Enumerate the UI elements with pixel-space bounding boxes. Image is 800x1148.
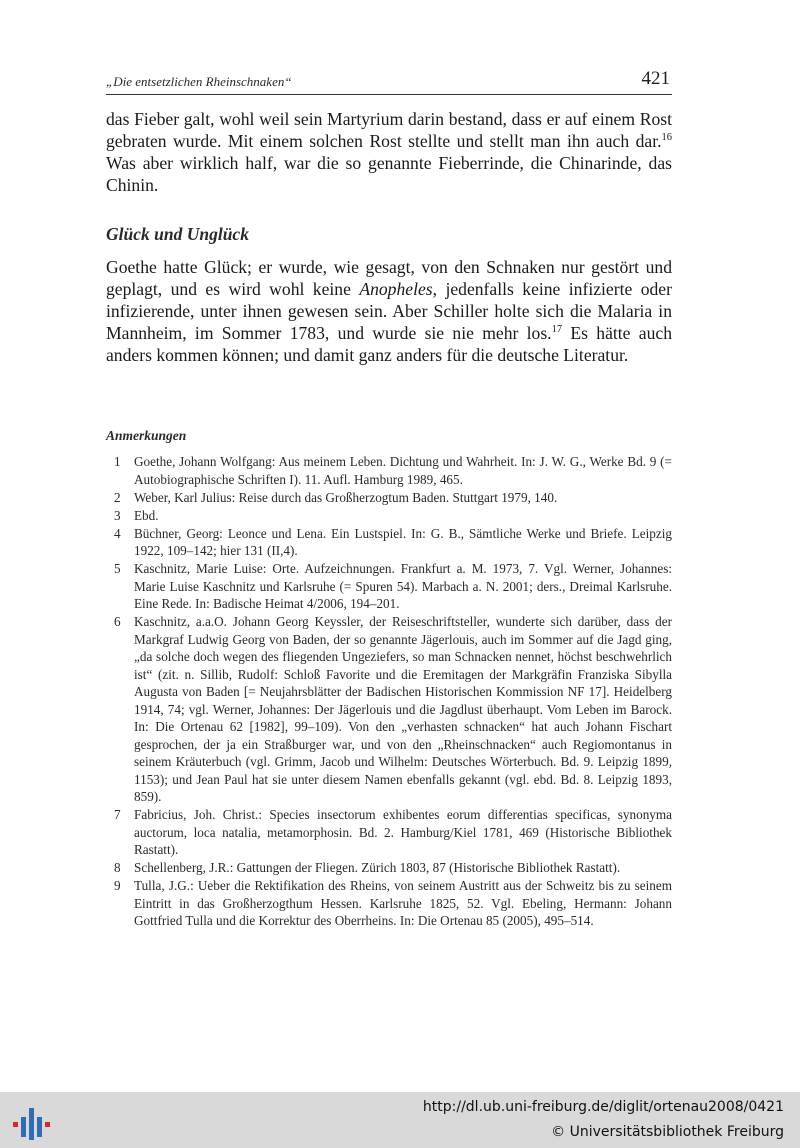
note-item <box>106 859 672 877</box>
note-number: 7 <box>114 807 121 822</box>
footer-bar <box>0 1092 800 1148</box>
note-number: 4 <box>114 525 121 541</box>
note-item <box>106 877 672 930</box>
note-number: 1 <box>114 454 121 469</box>
paragraph-text: Was aber wirklich half, war die so genannte Fieberrinde, die Chinarinde, das Chinin. <box>106 153 672 195</box>
running-header <box>106 70 672 95</box>
note-text: Tulla, J.G.: Ueber die Rektifikation des Rheins, von seinem Austritt aus der Schweitz bis zu seinem Eintritt in das Großherzogthum Hessen. Karlsruhe 1825, 52. Vgl. Ebeling, Hermann: Johann Gottfried Tulla und die Korrektur des Oberrheins. In: Die Ortenau 85 (2005), 495–514. <box>134 878 672 928</box>
note-text: Schellenberg, J.R.: Gattungen der Fliegen. Zürich 1803, 87 (Historische Bibliothek Rastatt). <box>134 860 621 875</box>
logo-bar <box>29 1108 34 1140</box>
note-item <box>106 613 672 806</box>
note-text: Büchner, Georg: Leonce und Lena. Ein Lustspiel. In: G. B., Sämtliche Werke und Briefe. Leipzig 1922, 109–142; hier 131 (II,4). <box>134 525 672 558</box>
logo-bar <box>45 1122 50 1127</box>
note-text: Weber, Karl Julius: Reise durch das Großherzogtum Baden. Stuttgart 1979, 140. <box>134 489 558 505</box>
note-item <box>106 806 672 859</box>
page-number: 421 <box>641 68 670 89</box>
library-logo-icon[interactable] <box>10 1102 50 1142</box>
footnote-ref-17[interactable]: 17 <box>551 324 563 335</box>
note-item <box>106 507 672 525</box>
logo-bar <box>21 1117 26 1137</box>
note-number: 8 <box>114 860 121 875</box>
note-number: 3 <box>114 507 121 523</box>
running-title: „Die entsetzlichen Rheinschnaken“ <box>106 74 292 89</box>
note-item <box>106 560 672 613</box>
paragraph-text: Es hätte auch anders kommen können; und damit ganz anders für die deutsche Literatur. <box>106 323 672 365</box>
paragraph-text: das Fieber galt, wohl weil sein Martyrium darin bestand, dass er auf einem Rost gebraten wurde. Mit einem solchen Rost stellte und stellt man ihn auch dar. <box>106 109 672 151</box>
copyright-notice: © Universitätsbibliothek Freiburg <box>551 1124 784 1140</box>
permalink-url[interactable]: http://dl.ub.uni-freiburg.de/diglit/ortenau2008/0421 <box>422 1099 784 1115</box>
note-number: 5 <box>114 561 121 576</box>
section-heading: Glück und Unglück <box>106 224 249 244</box>
notes-list <box>106 453 672 930</box>
italic-term: Anopheles <box>359 279 433 299</box>
note-number: 9 <box>114 878 121 893</box>
logo-bar <box>37 1117 42 1137</box>
note-text: Fabricius, Joh. Christ.: Species insectorum exhibentes eorum differentias specificas, synonyma auctorum, loca natalia, metamorphosin. Bd. 2. Hamburg/Kiel 1781, 469 (Historische Bibliothek Rastatt). <box>134 807 672 857</box>
paragraph-text: Goethe hatte Glück; er wurde, wie gesagt, von den Schnaken nur gestört und geplagt, und es wird wohl keine <box>106 257 672 299</box>
logo-bar <box>13 1122 18 1127</box>
note-item <box>106 453 672 488</box>
note-text: Goethe, Johann Wolfgang: Aus meinem Leben. Dichtung und Wahrheit. In: J. W. G., Werke Bd. 9 (= Autobiographische Schriften I). 11. Aufl. Hamburg 1989, 465. <box>134 454 672 487</box>
body-paragraph-1 <box>106 108 672 196</box>
notes-heading: Anmerkungen <box>106 428 187 443</box>
note-number: 6 <box>114 614 121 629</box>
note-text: Kaschnitz, Marie Luise: Orte. Aufzeichnungen. Frankfurt a. M. 1973, 7. Vgl. Werner, Johannes: Marie Luise Kaschnitz und Karlsruhe (= Spuren 54). Marbach a. N. 2001; ders., Dreimal Karlsruhe. Eine Rede. In: Badische Heimat 4/2006, 194–201. <box>134 561 672 611</box>
note-text: Kaschnitz, a.a.O. Johann Georg Keyssler, der Reiseschriftsteller, wunderte sich darüber, dass der Markgraf Ludwig Georg von Baden, der so genannte Jägerlouis, auch im Sommer auf die Jagd ging, „da solche doch wegen des fliegenden Ungeziefers, so man Schnacken nennet, höchst beschwehrlich ist“ (zit. n. Sillib, Rudolf: Schloß Favorite und die Eremitagen der Markgräfin Franziska Sibylla Augusta von Baden [= Neujahrsblätter der Badischen Historischen Kommission NF 17]. Heidelberg 1914, 74; vgl. Werner, Johannes: Der Jägerlouis und die Jagdlust überhaupt. Vom Leben im Barock. In: Die Ortenau 62 [1982], 99–109). Von den „verhasten schnacken“ hat auch Johann Fischart gesprochen, der ja ein Straßburger war, und von den „Rheinschnacken“ auch Regiomontanus in seinem Kräuterbuch (vgl. Grimm, Jacob und Wilhelm: Deutsches Wörterbuch. Bd. 9. Leipzig 1899, 1153); und Jean Paul hat sie unter diesem Namen ebenfalls gekannt (vgl. ebd. Bd. 8. Leipzig 1893, 859). <box>134 614 672 804</box>
paragraph-text: , jedenfalls keine infizierte oder infizierende, unter ihnen gewesen sein. Aber Schiller holte sich die Malaria in Mannheim, im Sommer 1783, und wurde sie nie mehr los. <box>106 279 672 343</box>
note-item <box>106 525 672 560</box>
note-text: Ebd. <box>134 507 159 523</box>
note-item <box>106 489 672 507</box>
body-paragraph-2 <box>106 256 672 366</box>
footnote-ref-16[interactable]: 16 <box>661 132 672 143</box>
note-number: 2 <box>114 489 121 505</box>
